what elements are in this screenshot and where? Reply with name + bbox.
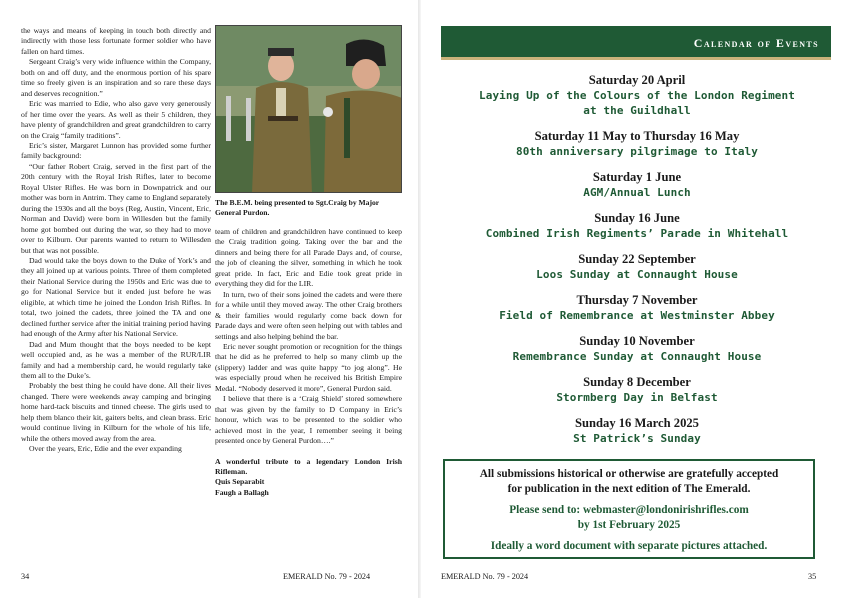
event-name: St Patrick’s Sunday bbox=[573, 432, 701, 445]
notice-email-line: Please send to: webmaster@londonirishrifles.com bbox=[509, 504, 749, 516]
event-item bbox=[441, 416, 833, 457]
paragraph: the ways and means of keeping in touch both directly and indirectly with those less fortunate former soldier who have fallen on hard times. bbox=[21, 26, 211, 56]
event-date: Saturday 20 April bbox=[588, 73, 686, 87]
event-item bbox=[441, 293, 833, 334]
event-name: Stormberg Day in Belfast bbox=[556, 391, 718, 404]
closing-tribute: A wonderful tribute to a legendary London Irish Rifleman. bbox=[215, 456, 402, 476]
article-column-2 bbox=[215, 227, 402, 498]
event-date: Sunday 8 December bbox=[583, 375, 691, 389]
paragraph: Eric was married to Edie, who also gave very generously of her time over the years. As well as their 5 children, they have plenty of grandchildren and great grandchildren to carry on the Craig “family traditions”. bbox=[21, 99, 211, 140]
bem-presentation-photo bbox=[215, 25, 402, 193]
notice-line: for publication in the next edition of The Emerald. bbox=[507, 483, 751, 495]
event-name: Combined Irish Regiments’ Parade in Whitehall bbox=[485, 227, 789, 240]
event-date: Sunday 16 June bbox=[594, 211, 680, 225]
event-name: at the Guildhall bbox=[583, 104, 691, 117]
event-item bbox=[441, 211, 833, 252]
paragraph: Over the years, Eric, Edie and the ever expanding bbox=[29, 444, 182, 454]
notice-format-line: Ideally a word document with separate pictures attached. bbox=[490, 540, 768, 552]
calendar-banner bbox=[441, 26, 831, 60]
event-name: Laying Up of the Colours of the London Regiment bbox=[479, 89, 795, 102]
paragraph: Probably the best thing he could have done. All their lives changed. There were weekends away camping and bringing home hard-tack biscuits and tinned cheese. The girls used to help them blanco their kit, gaiters belts, and clean brass. Eric would continue living in Kilburn for the whole of his life, while the others moved away from the area. bbox=[21, 381, 211, 443]
motto-line: Faugh a Ballagh bbox=[215, 487, 269, 497]
paragraph: “Our father Robert Craig, served in the first part of the 20th century with the Royal Irish Rifles, later to become Royal Ulster Rifles. He was born in Downpatrick and our mother was born in Antrim. They came to England separately during the 1930s and all the boys (Reg, Austin, Vincent, Eric, Norman and David) were born in Willesden but the family home got bombed out during the war, so they had to move over to Kilburn. Our parents wanted to return to Willesden but that was not possible. bbox=[21, 161, 211, 255]
event-date: Sunday 16 March 2025 bbox=[575, 416, 699, 430]
event-item bbox=[441, 252, 833, 293]
event-name: 80th anniversary pilgrimage to Italy bbox=[515, 145, 758, 158]
paragraph: Dad and Mum thought that the boys needed to be kept well occupied and, as he was a member of the RUR/LIR family and had a membership card, he would regularly take them all to the Duke’s. bbox=[21, 339, 211, 380]
event-date: Saturday 11 May to Thursday 16 May bbox=[534, 129, 740, 143]
page-number: 34 bbox=[21, 572, 30, 581]
submissions-notice bbox=[443, 459, 815, 559]
event-name: Loos Sunday at Connaught House bbox=[536, 268, 738, 281]
article-column-1 bbox=[21, 26, 211, 455]
notice-line: All submissions historical or otherwise are gratefully accepted bbox=[479, 468, 779, 480]
notice-deadline: by 1st February 2025 bbox=[577, 519, 681, 531]
motto-line: Quis Separabit bbox=[215, 477, 265, 487]
right-page bbox=[421, 0, 842, 598]
event-date: Saturday 1 June bbox=[592, 170, 682, 184]
paragraph: Sergeant Craig’s very wide influence within the Company, both on and off duty, and the enormous portion of his spare time so freely given is an inspiration and so rare these days and deserves recognition.” bbox=[21, 57, 211, 98]
paragraph: Dad would take the boys down to the Duke of York’s and they all joined up at various points. Three of them completed their National Service during the 1950s and Eric was due to go for National Service but it ended just before he was eligible, at which time he joined the London Irish Rifles. In total, two joined the cadets, three joined the TA and one declined further service after the initial training period having had enough of the Army after his National Service. bbox=[21, 255, 211, 339]
event-name: AGM/Annual Lunch bbox=[583, 186, 691, 199]
event-name: Remembrance Sunday at Connaught House bbox=[512, 350, 762, 363]
event-item bbox=[441, 129, 833, 170]
footer-magazine: EMERALD No. 79 - 2024 bbox=[283, 572, 371, 581]
paragraph: I believe that there is a ‘Craig Shield’ stored somewhere that was given by the family to D Company in Eric’s honour, which was to be presented to the soldier who achieved most in the year, I remember seeing it being presented once by General Purdon….” bbox=[215, 394, 402, 446]
event-date: Thursday 7 November bbox=[576, 293, 698, 307]
page-number: 35 bbox=[808, 572, 817, 581]
event-date: Sunday 10 November bbox=[579, 334, 695, 348]
events-list bbox=[441, 73, 833, 457]
event-item bbox=[441, 334, 833, 375]
event-date: Sunday 22 September bbox=[578, 252, 696, 266]
paragraph: Eric never sought promotion or recognition for the things that he did as he preferred to help so many climb up the (slippery) ladder and was quite happy “to jog along”. He was especially proud when he received his British Empire Medal. “Nobody deserved it more”, General Purdon said. bbox=[215, 341, 402, 393]
photo-caption: The B.E.M. being presented to Sgt.Craig by Major General Purdon. bbox=[215, 198, 380, 217]
footer-magazine: EMERALD No. 79 - 2024 bbox=[441, 572, 529, 581]
event-item bbox=[441, 375, 833, 416]
event-item bbox=[441, 170, 833, 211]
paragraph: Eric’s sister, Margaret Lunnon has provided some further family background: bbox=[21, 140, 211, 161]
paragraph: team of children and grandchildren have continued to keep the Craig tradition going. Taking over the bar and the dinners and being there for all Parade Days and, of course, the job of cleaning the silver, something in which he took great pride. In fact, Eric and Edie took great pride in everything they did for the LIR. bbox=[215, 227, 402, 289]
event-item bbox=[441, 73, 833, 120]
calendar-title: Calendar of Events bbox=[693, 36, 819, 50]
paragraph: In turn, two of their sons joined the cadets and were there for a while until they moved away. The other Craig brothers & their families would regularly come back down for Parade days and were often seen helping out with tables and settings and also helping behind the bar. bbox=[215, 289, 402, 341]
event-name: Field of Remembrance at Westminster Abbey bbox=[499, 309, 775, 322]
